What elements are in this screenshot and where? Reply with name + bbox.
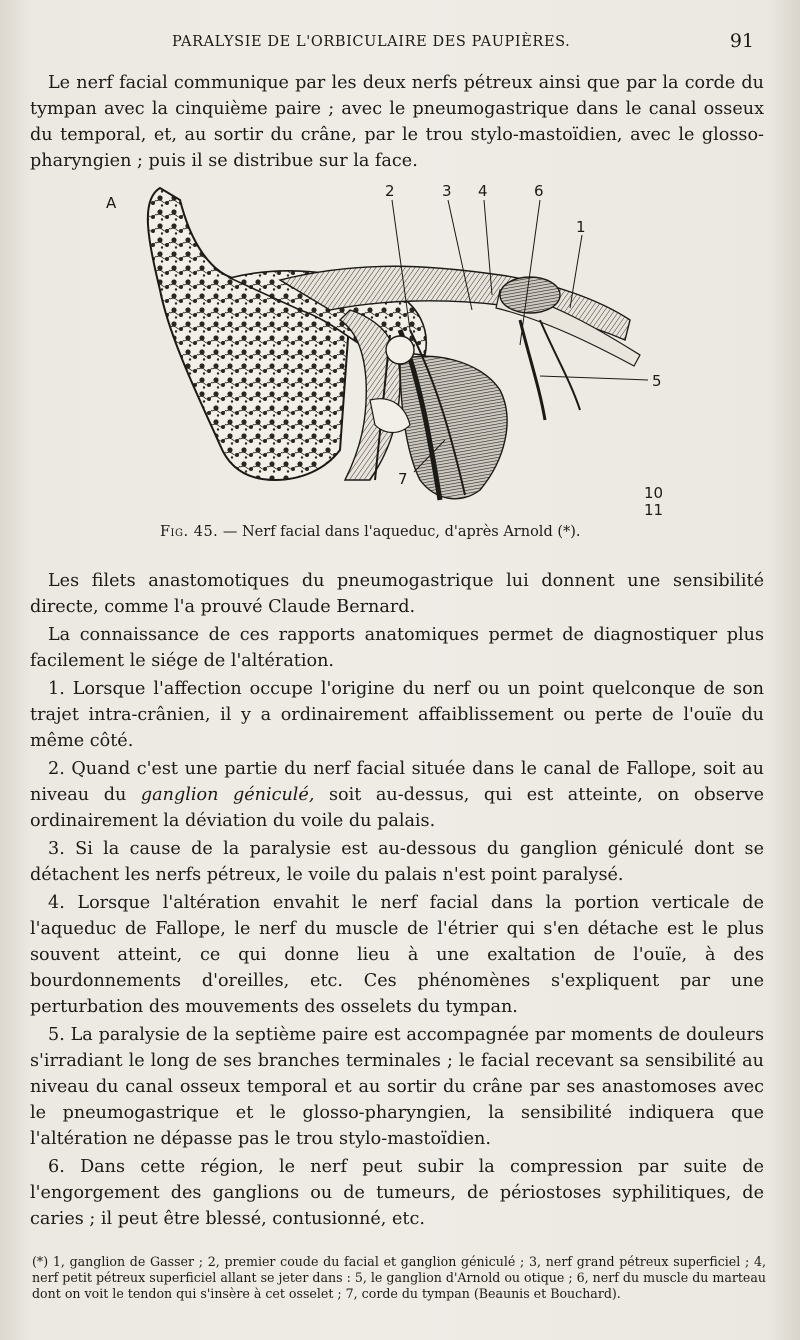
- paragraph-6: 6. Dans cette région, le nerf peut subir la compression par suite de l'engorgement des ganglions ou de tumeurs, de périostoses syphilitiques, de caries ; il peut être blessé, contusionné, etc.: [30, 1157, 764, 1229]
- figure-caption-text: — Nerf facial dans l'aqueduc, d'après Arnold (*).: [218, 524, 581, 540]
- paragraph-anastomoses: Les filets anastomotiques du pneumogastrique lui donnent une sensibilité directe, comme l'a prouvé Claude Bernard.: [30, 571, 764, 617]
- anatomical-figure: [100, 180, 680, 520]
- footnote-text: (*) 1, ganglion de Gasser ; 2, premier coude du facial et ganglion géniculé ; 3, nerf grand pétreux superficiel ; 4, nerf petit pétreux superficiel allant se jeter dans : 5, le ganglion d'Arnold ou otique ; 6, nerf du muscle du marteau dont on voit le tendon qui s'insère à cet osselet ; 7, corde du tympan (Beaunis et Bouchard).: [32, 1254, 766, 1301]
- figure-label-6: 6: [534, 182, 544, 200]
- paragraph-2-start: 2. Quand c'est une partie du nerf facial située dans le canal de Fallope, soit au niveau du: [30, 759, 764, 805]
- figure-label-7: 7: [398, 470, 408, 488]
- paragraph-5: 5. La paralysie de la septième paire est accompagnée par moments de douleurs s'irradiant le long de ses branches terminales ; le facial recevant sa sensibilité au niveau du canal osseux temporal et au sortir du crâne par ses anastomoses avec le pneumogastrique et le glosso-pharyngien, la sensibilité indiquera que l'altération ne dépasse pas le trou stylo-mastoïdien.: [30, 1025, 764, 1149]
- paragraph-2: [30, 756, 764, 834]
- figure-number: Fig. 45.: [160, 524, 219, 540]
- paragraph-1: 1. Lorsque l'affection occupe l'origine du nerf ou un point quelconque de son trajet intra-crânien, il y a ordinairement affaiblissement ou perte de l'ouïe du même côté.: [30, 679, 764, 751]
- figure-label-1: 1: [576, 218, 586, 236]
- paragraph-3: 3. Si la cause de la paralysie est au-dessous du ganglion géniculé dont se détachent les nerfs pétreux, le voile du palais n'est point paralysé.: [30, 839, 764, 885]
- intro-text: [30, 70, 764, 174]
- page-header: [0, 30, 800, 58]
- figure-caption: [160, 524, 680, 540]
- facial-nerve-illustration: [100, 180, 680, 520]
- paragraph-2-italic: ganglion géniculé,: [140, 785, 315, 805]
- ganglion-shape: [500, 277, 560, 313]
- footnote: [32, 1254, 766, 1302]
- intro-paragraph: Le nerf facial communique par les deux nerfs pétreux ainsi que par la corde du tympan avec la cinquième paire ; avec le pneumogastrique dans le canal osseux du temporal, et, au sortir du crâne, par le trou stylo-mastoïdien, avec le glosso-pharyngien ; puis il se distribue sur la face.: [30, 73, 764, 171]
- figure-label-2: 2: [385, 182, 395, 200]
- figure-label-11: 11: [644, 501, 664, 519]
- paragraph-connaissance: La connaissance de ces rapports anatomiques permet de diagnostiquer plus facilement le siége de l'altération.: [30, 625, 764, 671]
- page-number: 91: [729, 30, 754, 52]
- paragraph-4: 4. Lorsque l'altération envahit le nerf facial dans la portion verticale de l'aqueduc de Fallope, le nerf du muscle de l'étrier qui s'en détache est le plus souvent atteint, ce qui donne lieu à une exaltation de l'ouïe, à des bourdonnements d'oreilles, etc. Ces phénomènes s'expliquent par une perturbation des mouvements des osselets du tympan.: [30, 893, 764, 1017]
- running-head: PARALYSIE DE L'ORBICULAIRE DES PAUPIÈRES.: [172, 34, 571, 50]
- body-text: [30, 568, 764, 1232]
- figure-label-4: 4: [478, 182, 488, 200]
- figure-label-a: A: [106, 194, 117, 212]
- figure-label-10: 10: [644, 484, 664, 502]
- figure-label-5: 5: [652, 372, 662, 390]
- temporal-bone-shape: [148, 188, 350, 480]
- paragraph-2-end: soit au-dessus, qui est atteinte, on observe ordinairement la déviation du voile du palais.: [30, 785, 764, 831]
- figure-label-3: 3: [442, 182, 452, 200]
